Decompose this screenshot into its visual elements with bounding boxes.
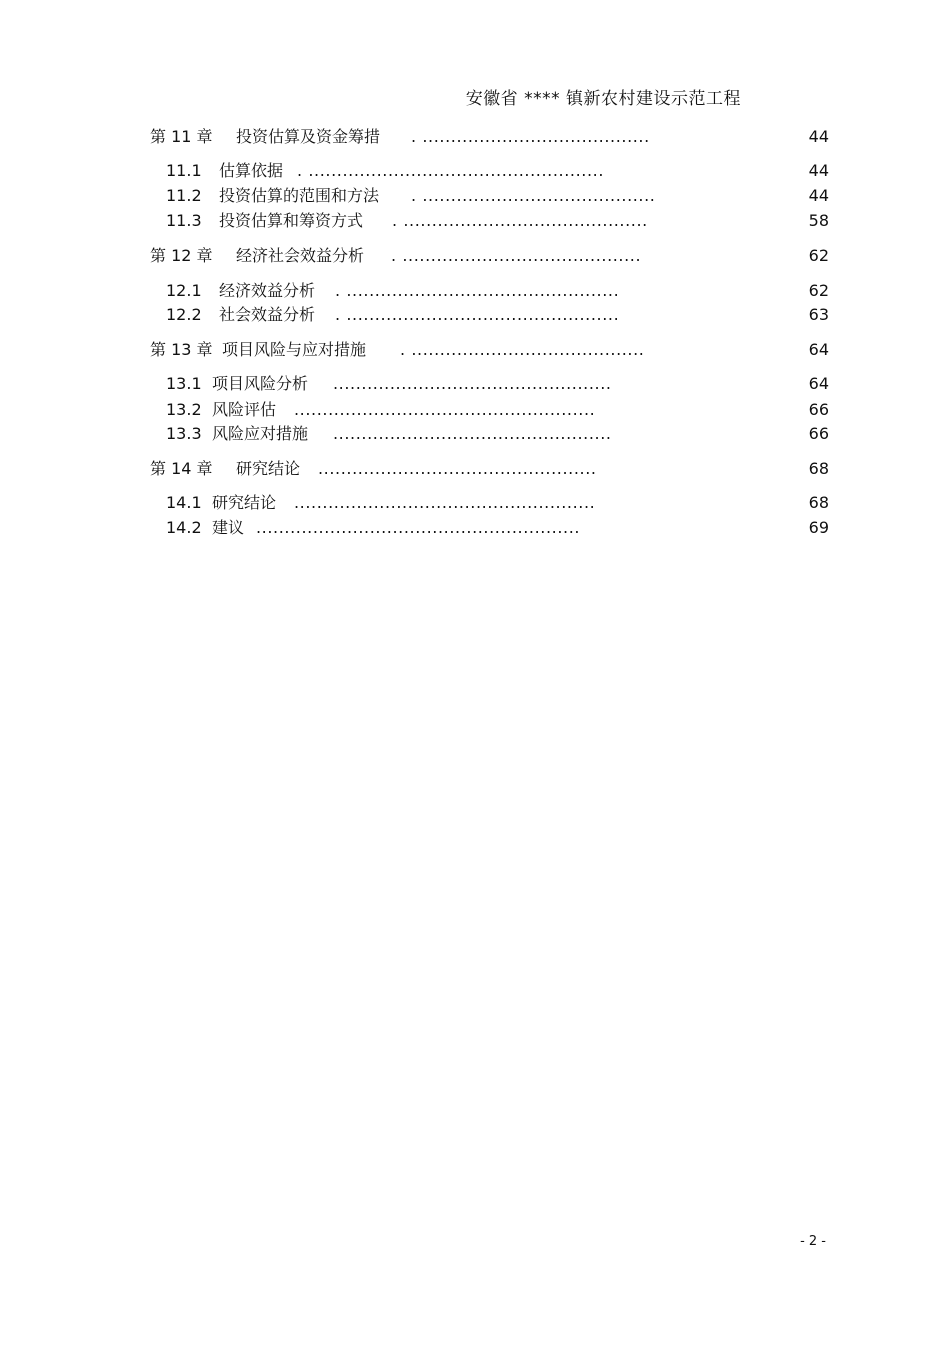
toc-page-number: 64 bbox=[808, 374, 829, 393]
toc-entry bbox=[0, 457, 950, 481]
toc-page-number: 44 bbox=[808, 186, 829, 205]
toc-entry bbox=[0, 516, 950, 540]
toc-entry bbox=[0, 209, 950, 233]
toc-page-number: 66 bbox=[808, 424, 829, 443]
toc-entry bbox=[0, 398, 950, 422]
toc-entry-title: 投资估算及资金筹措 bbox=[236, 127, 381, 146]
toc-entry-number: 12.2 bbox=[166, 305, 202, 324]
toc-page-number: 44 bbox=[808, 127, 829, 146]
toc-dot-leader: ................................................. bbox=[333, 374, 612, 393]
toc-dot-leader: . ......................................... bbox=[400, 340, 645, 359]
toc-entry bbox=[0, 184, 950, 208]
toc-entry-number: 14.1 bbox=[166, 493, 202, 512]
toc-entry-title: 估算依据 bbox=[219, 161, 284, 180]
toc-entry-number: 第 11 章 bbox=[150, 127, 213, 146]
toc-dot-leader: . ......................................... bbox=[411, 186, 656, 205]
toc-page-number: 44 bbox=[808, 161, 829, 180]
toc-entry-title: 项目风险分析 bbox=[212, 374, 309, 393]
toc-page-number: 62 bbox=[808, 281, 829, 300]
toc-entry bbox=[0, 422, 950, 446]
toc-entry bbox=[0, 279, 950, 303]
toc-dot-leader: . .......................................... bbox=[391, 246, 642, 265]
toc-entry-title: 社会效益分析 bbox=[219, 305, 316, 324]
toc-entry-number: 12.1 bbox=[166, 281, 202, 300]
toc-entry bbox=[0, 338, 950, 362]
toc-entry-number: 11.2 bbox=[166, 186, 202, 205]
toc-page-number: 62 bbox=[808, 246, 829, 265]
toc-entry-title: 风险应对措施 bbox=[212, 424, 309, 443]
toc-entry-number: 第 14 章 bbox=[150, 459, 213, 478]
toc-dot-leader: ......................................................... bbox=[256, 518, 581, 537]
toc-entry-number: 第 13 章 bbox=[150, 340, 213, 359]
toc-entry bbox=[0, 125, 950, 149]
toc-dot-leader: ................................................. bbox=[333, 424, 612, 443]
toc-dot-leader: ................................................. bbox=[318, 459, 597, 478]
toc-dot-leader: . ........................................... bbox=[392, 211, 648, 230]
toc-entry-number: 11.1 bbox=[166, 161, 202, 180]
toc-entry bbox=[0, 491, 950, 515]
toc-dot-leader: . .................................................... bbox=[297, 161, 605, 180]
toc-page-number: 68 bbox=[808, 459, 829, 478]
toc-entry-number: 14.2 bbox=[166, 518, 202, 537]
toc-entry-number: 13.3 bbox=[166, 424, 202, 443]
toc-page-number: 64 bbox=[808, 340, 829, 359]
toc-entry-number: 13.2 bbox=[166, 400, 202, 419]
toc-entry bbox=[0, 303, 950, 327]
toc-page-number: 58 bbox=[808, 211, 829, 230]
toc-entry-title: 投资估算和筹资方式 bbox=[219, 211, 364, 230]
toc-entry-number: 11.3 bbox=[166, 211, 202, 230]
toc-entry bbox=[0, 372, 950, 396]
page-number: - 2 - bbox=[800, 1234, 826, 1249]
toc-entry bbox=[0, 159, 950, 183]
toc-dot-leader: . ................................................ bbox=[335, 281, 620, 300]
toc-entry-number: 13.1 bbox=[166, 374, 202, 393]
toc-entry-title: 经济社会效益分析 bbox=[236, 246, 365, 265]
toc-dot-leader: ..................................................... bbox=[294, 400, 596, 419]
toc-entry-number: 第 12 章 bbox=[150, 246, 213, 265]
toc-entry-title: 风险评估 bbox=[212, 400, 277, 419]
toc-page-number: 69 bbox=[808, 518, 829, 537]
toc-entry-title: 项目风险与应对措施 bbox=[222, 340, 367, 359]
toc-entry-title: 建议 bbox=[212, 518, 245, 537]
toc-entry-title: 经济效益分析 bbox=[219, 281, 316, 300]
toc-entry bbox=[0, 244, 950, 268]
toc-entry-title: 研究结论 bbox=[236, 459, 301, 478]
toc-page-number: 68 bbox=[808, 493, 829, 512]
toc-dot-leader: . ........................................ bbox=[411, 127, 650, 146]
toc-dot-leader: . ................................................ bbox=[335, 305, 620, 324]
toc-entry-title: 投资估算的范围和方法 bbox=[219, 186, 380, 205]
toc-page-number: 63 bbox=[808, 305, 829, 324]
toc-dot-leader: ..................................................... bbox=[294, 493, 596, 512]
toc-page-number: 66 bbox=[808, 400, 829, 419]
toc-entry-title: 研究结论 bbox=[212, 493, 277, 512]
running-header: 安徽省 **** 镇新农村建设示范工程 bbox=[465, 89, 741, 109]
